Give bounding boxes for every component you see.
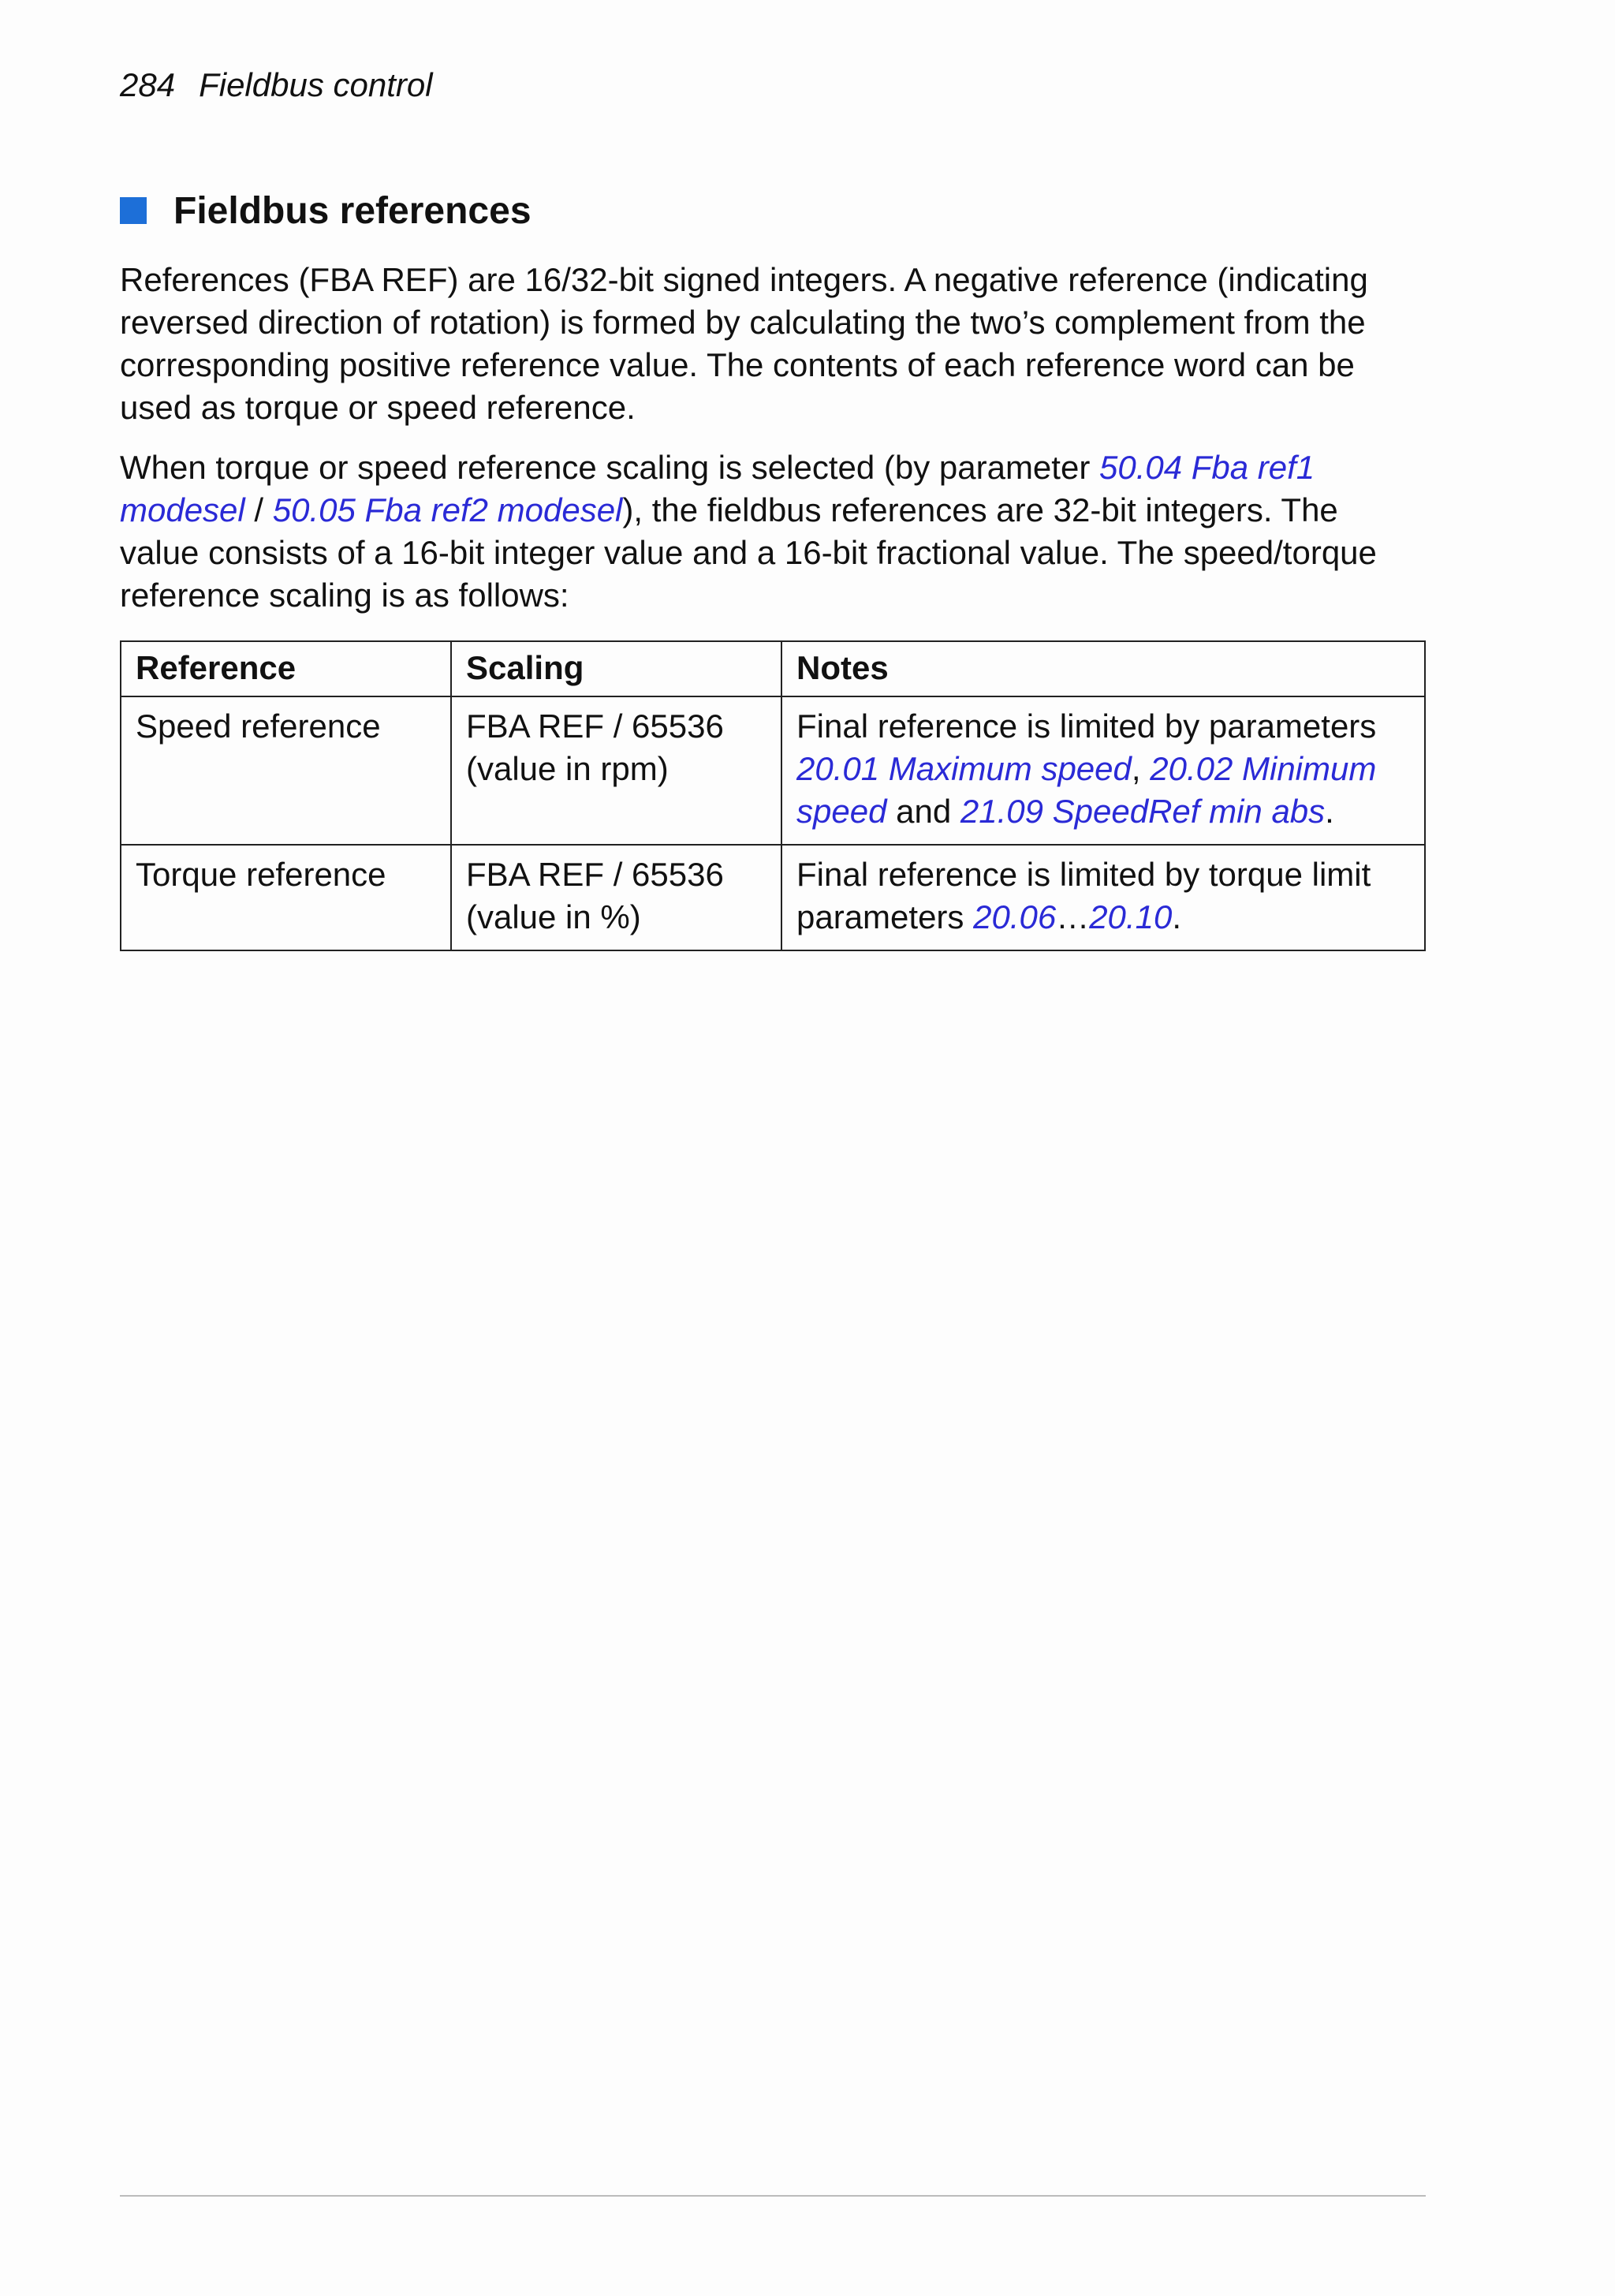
cell-reference: Speed reference (121, 696, 451, 845)
link-param-20-10[interactable]: 20.10 (1089, 898, 1173, 935)
para2-text-2: / (244, 491, 273, 528)
header-notes: Notes (781, 641, 1425, 696)
link-param-20-06[interactable]: 20.06 (973, 898, 1057, 935)
notes-text: Final reference is limited by torque limit parameters (796, 856, 1371, 935)
link-param-20-01[interactable]: 20.01 Maximum speed (796, 750, 1132, 787)
link-param-50-04[interactable]: 50.04 Fba ref1 modesel (120, 449, 1315, 528)
notes-separator: , (1131, 750, 1151, 787)
notes-end: . (1325, 793, 1334, 830)
table-header-row (121, 641, 1425, 696)
square-bullet-icon (120, 197, 147, 224)
paragraph-scaling (120, 446, 1426, 617)
cell-reference: Torque reference (121, 845, 451, 950)
cell-notes (781, 845, 1425, 950)
paragraph-references: References (FBA REF) are 16/32-bit signed integers. A negative reference (indicating reversed direction of rotation) is formed by calculating the two’s complement from the corresponding positive reference value. The contents of each reference word can be used as torque or speed reference. (120, 261, 1368, 426)
section-title: Fieldbus references (173, 189, 531, 232)
link-param-20-02[interactable]: 20.02 Minimum speed (796, 750, 1377, 830)
page-header (120, 66, 433, 104)
para2-text-3: ), the fieldbus references are 32-bit integers. The value consists of a 16-bit integer value and a 16-bit fractional value. The speed/torque reference scaling is as follows: (120, 491, 1377, 614)
table-row (121, 696, 1425, 845)
chapter-title: Fieldbus control (199, 66, 433, 103)
header-reference: Reference (121, 641, 451, 696)
link-param-21-09[interactable]: 21.09 SpeedRef min abs (960, 793, 1326, 830)
section-fieldbus-references (120, 183, 1426, 951)
section-heading (120, 183, 1426, 238)
page-number: 284 (120, 66, 176, 103)
notes-separator: and (886, 793, 960, 830)
scaling-table (120, 640, 1426, 951)
cell-scaling: FBA REF / 65536 (value in %) (451, 845, 781, 950)
header-scaling: Scaling (451, 641, 781, 696)
cell-notes (781, 696, 1425, 845)
table-row (121, 845, 1425, 950)
link-param-50-05[interactable]: 50.05 Fba ref2 modesel (272, 491, 623, 528)
notes-end: . (1172, 898, 1181, 935)
footer-divider (120, 2195, 1426, 2197)
cell-scaling: FBA REF / 65536 (value in rpm) (451, 696, 781, 845)
para2-text-1: When torque or speed reference scaling is selected (by parameter (120, 449, 1099, 486)
notes-text: Final reference is limited by parameters (796, 707, 1377, 745)
notes-separator: … (1056, 898, 1090, 935)
